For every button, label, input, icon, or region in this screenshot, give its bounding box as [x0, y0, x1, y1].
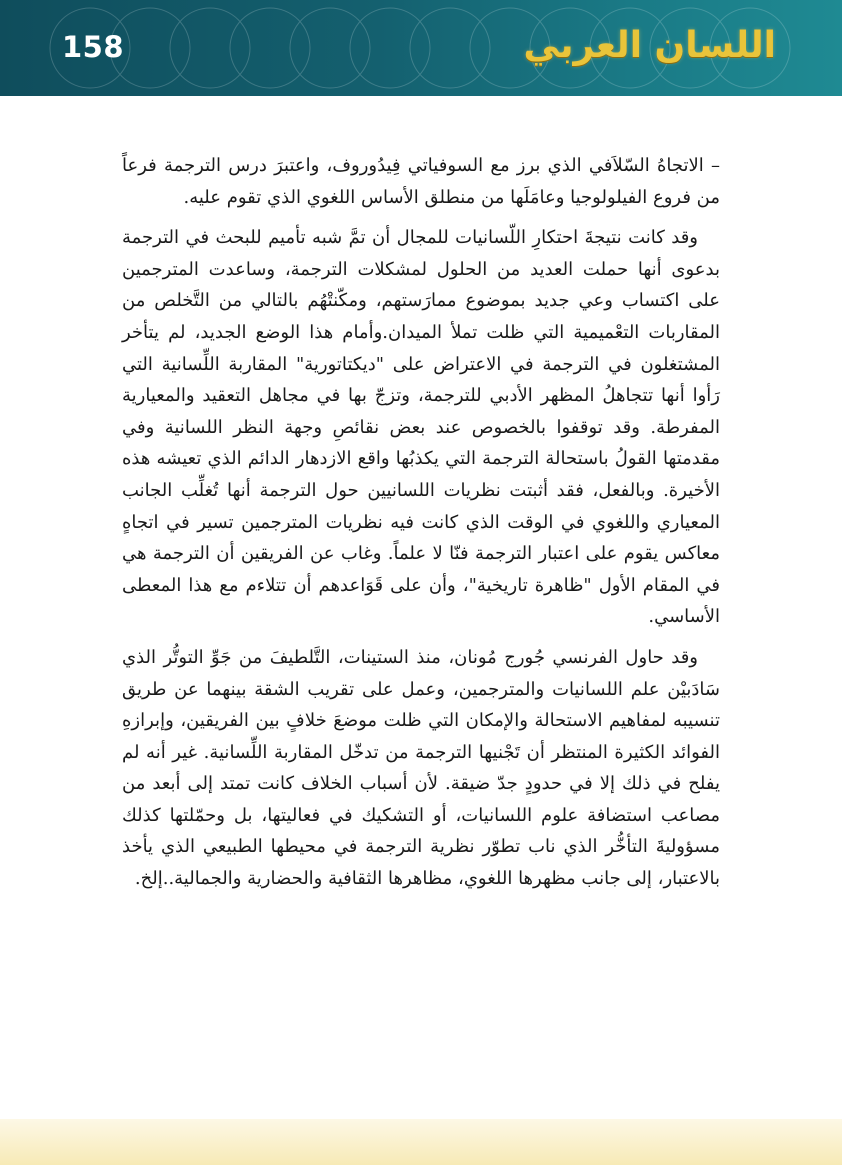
journal-logo: اللسان العربي [523, 25, 776, 66]
page-footer-band [0, 1119, 842, 1165]
page-number: 158 [62, 30, 125, 64]
article-body [122, 150, 720, 904]
paragraph-1: – الاتجاهُ السّلاَفي الذي برز مع السوفياتي فِيدُوروف، واعتبرَ درس الترجمة فرعاً من فروع الفيلولوجيا وعامَلَها من منطلق الأساس اللغوي الذي تقوم عليه. [122, 155, 721, 208]
paragraph-3: وقد حاول الفرنسي جُورج مُونان، منذ الستينات، التَّلطيفَ من جَوِّ التوتُّر الذي سَادَبيْن علم اللسانيات والمترجمين، وعمل على تقريب الشقة بينهما عن طريق تنسيبه لمفاهيم الاستحالة والإمكان التي ظلت موضعَ خلافٍ بين الفريقين، وإبرازهِ الفوائد الكثيرة المنتظر أن تَجْنيها الترجمة من تدخّل المقاربة اللِّسانية. غير أنه لم يفلح في ذلك إلا في حدودٍ جدّ ضيقة. لأن أسباب الخلاف كانت تمتد إلى أبعد من مصاعب استضافة علوم اللسانيات، أو التشكيك في فعاليتها، بل وحمّلتها كذلك مسؤوليةَ التأخُّر الذي ناب تطوّر نظرية الترجمة في محيطها الطبيعي الذي يأخذ بالاعتبار، إلى جانب مظهرها اللغوي، مظاهرها الثقافية والحضارية والجمالية..إلخ. [122, 646, 720, 890]
paragraph-2: وقد كانت نتيجةَ احتكارِ اللّسانيات للمجال أن تمَّ شبه تأميم للبحث في الترجمة بدعوى أنها حملت العديد من الحلول لمشكلات الترجمة، وساعدت المترجمين على اكتساب وعي جديد بموضوع ممارَستهم، ومكّنتْهُم بالتالي من التَّخلص من المقاربات التعْميمية التي ظلت تملأ الميدان.وأمام هذا الوضع الجديد، لم يتأخر المشتغلون في الترجمة في الاعتراض على "ديكتاتورية" المقاربة اللِّسانية التي رَأوا أنها تتجاهلُ المظهر الأدبي للترجمة، وتزجّ بها في مجاهل التعقيد والمعيارية المفرطة. وقد توقفوا بالخصوص عند بعض نقائصِ وجهة النظر اللسانية وفي مقدمتها القولُ باستحالة الترجمة التي يكذبُها واقع الازدهار الدائم الذي تعيشه هذه الأخيرة. وبالفعل، فقد أثبتت نظريات اللسانيين حول الترجمة أنها تُغلِّب الجانب المعياري واللغوي في الوقت الذي كانت فيه نظريات المترجمين تسير في اتجاهٍ معاكس يقوم على اعتبار الترجمة فنّا لا علماً. وغاب عن الفريقين أن الترجمة هي في المقام الأول "ظاهرة تاريخية"، وأن على قَوَاعدهم أن تتلاءم مع هذا المعطى الأساسي. [122, 227, 720, 628]
page-header [0, 0, 842, 96]
